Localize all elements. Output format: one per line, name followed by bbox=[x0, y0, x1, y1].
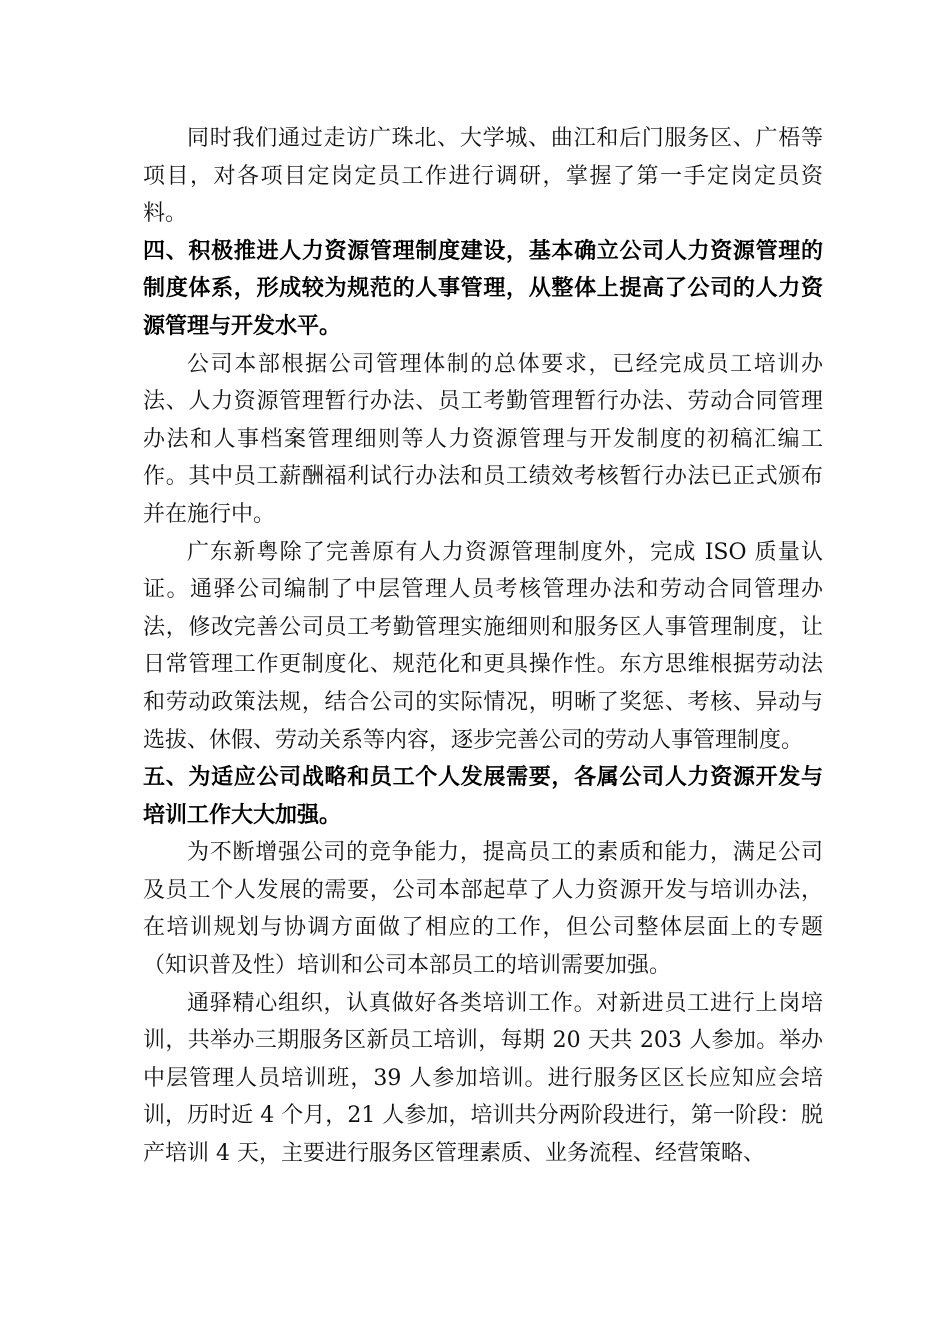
section-heading-five: 五、为适应公司战略和员工个人发展需要，各属公司人力资源开发与培训工作大大加强。 bbox=[143, 765, 823, 828]
paragraph-subsidiary-regulations: 广东新粤除了完善原有人力资源管理制度外，完成 ISO 质量认证。通驿公司编制了中层管理人员考核管理办法和劳动合同管理办法，修改完善公司员工考勤管理实施细则和服务区人事管理制度，让日常管理工作更制度化、规范化和更具操作性。东方思维根据劳动法和劳动政策法规，结合公司的实际情况，明晰了奖惩、考核、异动与选拔、休假、劳动关系等内容，逐步完善公司的劳动人事管理制度。 bbox=[143, 539, 823, 753]
section-heading-four: 四、积极推进人力资源管理制度建设，基本确立公司人力资源管理的制度体系，形成较为规范的人事管理，从整体上提高了公司的人力资源管理与开发水平。 bbox=[143, 238, 823, 339]
paragraph-training-tongyi: 通驿精心组织，认真做好各类培训工作。对新进员工进行上岗培训，共举办三期服务区新员工培训，每期 20 天共 203 人参加。举办中层管理人员培训班，39 人参加培训。进行服务区区长应知应会培训，历时近 4 个月，21 人参加，培训共分两阶段进行，第一阶段：脱产培训 4 天，主要进行服务区管理素质、业务流程、经营策略、 bbox=[143, 990, 823, 1167]
paragraph-training-hq: 为不断增强公司的竞争能力，提高员工的素质和能力，满足公司及员工个人发展的需要，公司本部起草了人力资源开发与培训办法，在培训规划与协调方面做了相应的工作，但公司整体层面上的专题（知识普及性）培训和公司本部员工的培训需要加强。 bbox=[143, 840, 823, 979]
document-body bbox=[143, 120, 823, 1173]
paragraph-site-visits: 同时我们通过走访广珠北、大学城、曲江和后门服务区、广梧等项目，对各项目定岗定员工作进行调研，掌握了第一手定岗定员资料。 bbox=[143, 126, 823, 227]
paragraph-hq-regulations: 公司本部根据公司管理体制的总体要求，已经完成员工培训办法、人力资源管理暂行办法、员工考勤管理暂行办法、劳动合同管理办法和人事档案管理细则等人力资源管理与开发制度的初稿汇编工作。其中员工薪酬福利试行办法和员工绩效考核暂行办法已正式颁布并在施行中。 bbox=[143, 351, 823, 527]
